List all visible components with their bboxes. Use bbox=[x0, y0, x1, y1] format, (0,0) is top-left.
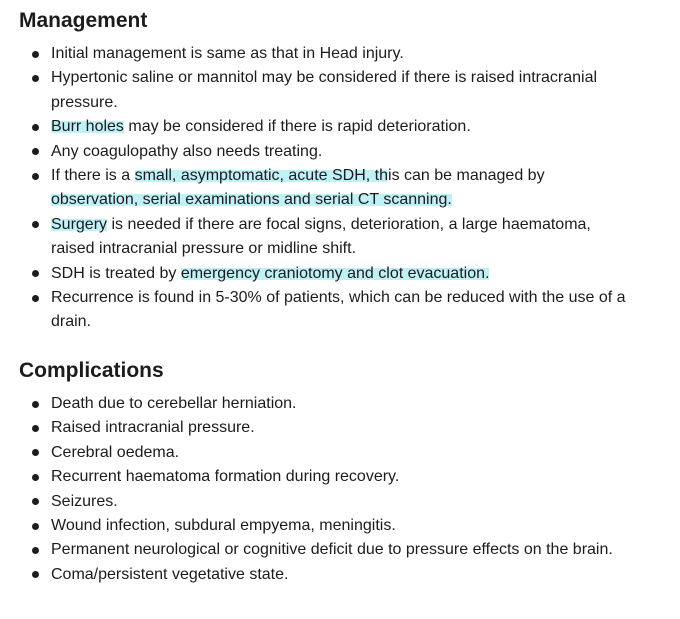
list-item-text: Death due to cerebellar herniation. bbox=[51, 395, 297, 412]
list-item bbox=[0, 213, 680, 262]
list-item bbox=[0, 538, 680, 562]
list-item-line bbox=[51, 213, 680, 237]
bullet-icon bbox=[32, 124, 39, 131]
list-item-line bbox=[51, 416, 680, 440]
list-item-line bbox=[51, 490, 680, 514]
list-item-line bbox=[51, 286, 680, 310]
bullet-icon bbox=[32, 474, 39, 481]
list-item bbox=[0, 563, 680, 587]
list-item-line bbox=[51, 441, 680, 465]
list-item bbox=[0, 286, 680, 335]
list-item-text: Permanent neurological or cognitive deficit due to pressure effects on the brain. bbox=[51, 541, 613, 559]
list-item-line bbox=[51, 91, 680, 115]
list-item-line bbox=[51, 115, 680, 139]
bullet-icon bbox=[32, 173, 39, 180]
list-item-line bbox=[51, 392, 680, 416]
list-item bbox=[0, 490, 680, 514]
management-heading: Management bbox=[19, 9, 148, 32]
list-item-text: Any coagulopathy also needs treating. bbox=[51, 142, 323, 160]
list-item-line bbox=[51, 538, 680, 562]
list-item bbox=[0, 42, 680, 66]
list-item-text: raised intracranial pressure or midline shift. bbox=[51, 240, 357, 258]
list-item-line bbox=[51, 310, 680, 334]
highlighted-text: Surgery bbox=[51, 215, 108, 233]
bullet-icon bbox=[32, 401, 39, 408]
list-item-line bbox=[51, 514, 680, 538]
bullet-icon bbox=[32, 270, 39, 277]
bullet-icon bbox=[32, 295, 39, 302]
list-item-text: Raised intracranial pressure. bbox=[51, 419, 255, 437]
list-item-text: Seizures. bbox=[51, 492, 118, 510]
list-item-text: Recurrent haematoma formation during recovery. bbox=[51, 468, 400, 486]
highlighted-text: small, asymptomatic, acute SDH, th bbox=[134, 167, 389, 185]
bullet-icon bbox=[32, 498, 39, 505]
list-item bbox=[0, 115, 680, 139]
list-item-text: Initial management is same as that in Head injury. bbox=[51, 45, 404, 62]
list-item bbox=[0, 164, 680, 213]
bullet-icon bbox=[32, 425, 39, 432]
bullet-icon bbox=[32, 75, 39, 82]
list-item-text: Coma/persistent vegetative state. bbox=[51, 565, 289, 583]
highlighted-text: Burr holes bbox=[51, 118, 124, 136]
list-item-text: Wound infection, subdural empyema, meningitis. bbox=[51, 517, 396, 535]
list-item bbox=[0, 416, 680, 440]
list-item-line bbox=[51, 66, 680, 90]
list-item bbox=[0, 514, 680, 538]
list-item-text: Cerebral oedema. bbox=[51, 443, 180, 461]
list-item-line bbox=[51, 140, 680, 164]
list-item-text: may be considered if there is rapid deterioration. bbox=[123, 118, 471, 136]
list-item-line bbox=[51, 465, 680, 489]
bullet-icon bbox=[32, 571, 39, 578]
list-item-text: Recurrence is found in 5-30% of patients, which can be reduced with the use of a bbox=[51, 289, 626, 307]
highlighted-text: emergency craniotomy and clot evacuation. bbox=[180, 264, 490, 282]
management-list bbox=[0, 42, 680, 335]
list-item-text: drain. bbox=[51, 313, 92, 331]
list-item bbox=[0, 392, 680, 416]
list-item bbox=[0, 262, 680, 286]
list-item bbox=[0, 66, 680, 115]
list-item-text: pressure. bbox=[51, 93, 118, 111]
bullet-icon bbox=[32, 547, 39, 554]
complications-list bbox=[0, 392, 680, 587]
list-item-text: SDH is treated by bbox=[51, 264, 181, 282]
bullet-icon bbox=[32, 523, 39, 530]
bullet-icon bbox=[32, 148, 39, 155]
bullet-icon bbox=[32, 51, 39, 58]
list-item-line bbox=[51, 42, 680, 66]
list-item-line bbox=[51, 262, 680, 286]
bullet-icon bbox=[32, 449, 39, 456]
bullet-icon bbox=[32, 221, 39, 228]
complications-heading: Complications bbox=[19, 359, 164, 382]
list-item-text: If there is a bbox=[51, 167, 135, 185]
list-item-text: Hypertonic saline or mannitol may be considered if there is raised intracranial bbox=[51, 69, 598, 87]
highlighted-text: observation, serial examinations and serial CT scanning. bbox=[51, 191, 452, 209]
list-item bbox=[0, 441, 680, 465]
list-item-text: is can be managed by bbox=[388, 167, 545, 185]
list-item bbox=[0, 465, 680, 489]
list-item-line bbox=[51, 237, 680, 261]
list-item-line bbox=[51, 188, 680, 212]
list-item-text: is needed if there are focal signs, deterioration, a large haematoma, bbox=[107, 215, 591, 233]
list-item bbox=[0, 140, 680, 164]
list-item-line bbox=[51, 563, 680, 587]
list-item-line bbox=[51, 164, 680, 188]
